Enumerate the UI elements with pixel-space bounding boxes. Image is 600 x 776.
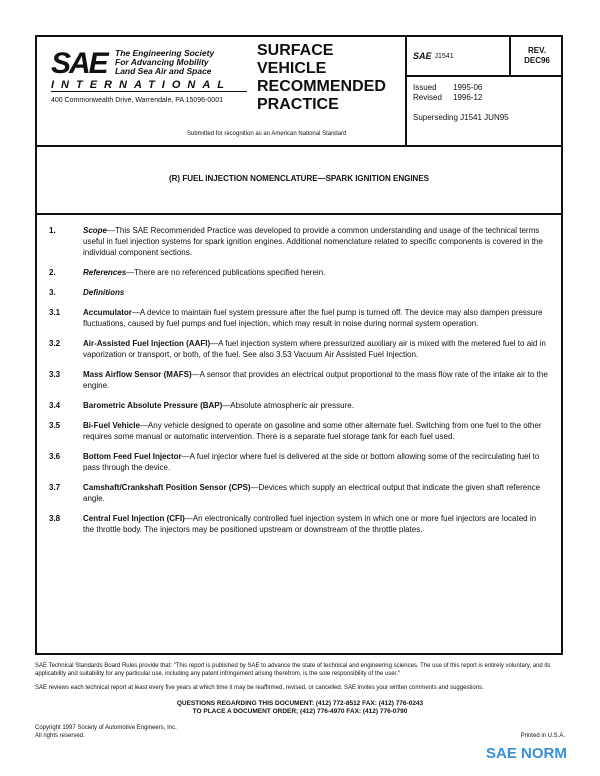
doc-info	[405, 37, 563, 145]
sae-logo-text: SAE	[51, 47, 107, 80]
section-heading: Bottom Feed Fuel Injector	[83, 452, 182, 461]
copyright: Copyright 1997 Society of Automotive Engineers, Inc.	[35, 725, 177, 731]
section	[49, 420, 549, 442]
section-text: —This SAE Recommended Practice was developed to provide a common understanding and usage of the technical terms useful in fuel injection systems for spark ignition engines. Additional nomenclature related to specific components is covered in the individual component sections.	[83, 226, 543, 257]
doc-number: SAE J1541	[407, 37, 511, 75]
section	[49, 400, 549, 411]
section-heading: Barometric Absolute Pressure (BAP)	[83, 401, 223, 410]
section-number: 3.4	[49, 401, 61, 410]
section	[49, 267, 549, 278]
section-number: 1.	[49, 226, 56, 235]
section-text: —A fuel injector where fuel is delivered at the side or bottom allowing some of the recirculating fuel to pass through the device.	[83, 452, 540, 472]
section-number: 3.1	[49, 308, 61, 317]
printed-in: Printed in U.S.A.	[520, 733, 565, 739]
section-heading: Bi-Fuel Vehicle	[83, 421, 140, 430]
section-heading: Central Fuel Injection (CFI)	[83, 514, 185, 523]
rights: All rights reserved.	[35, 733, 85, 739]
section	[49, 482, 549, 504]
section-number: 3.2	[49, 339, 61, 348]
document-frame	[35, 35, 563, 655]
section-heading: Mass Airflow Sensor (MAFS)	[83, 370, 192, 379]
address: 400 Commonwealth Drive, Warrendale, PA 15096-0001	[51, 97, 223, 104]
section-number: 3.5	[49, 421, 61, 430]
section	[49, 369, 549, 391]
section	[49, 225, 549, 258]
section	[49, 451, 549, 473]
section-heading: Definitions	[83, 288, 125, 297]
international-label: INTERNATIONAL	[51, 79, 247, 92]
order-contact: TO PLACE A DOCUMENT ORDER; (412) 776-4970 FAX: (412) 776-0790	[192, 708, 408, 715]
section-heading: Camshaft/Crankshaft Position Sensor (CPS)	[83, 483, 251, 492]
section-text: —There are no referenced publications specified herein.	[126, 268, 326, 277]
section-heading: References	[83, 268, 127, 277]
doc-type: SURFACE VEHICLE RECOMMENDED PRACTICE	[257, 42, 386, 113]
section-number: 3.3	[49, 370, 61, 379]
section	[49, 287, 549, 298]
section-number: 3.8	[49, 514, 61, 523]
rules-note: SAE Technical Standards Board Rules provide that: "This report is published by SAE to advance the state of technical and engineering sciences. The use of this report is entirely voluntary, and its applicability and suitability for any particular use, including any patent infringement arising therefrom, is the sole responsibility of the user."	[35, 663, 551, 677]
document-body	[49, 225, 549, 544]
section-text: —Any vehicle designed to operate on gasoline and some other alternate fuel. Switching from one fuel to the other requires some manual or automatic intervention. There is a separate fuel storage tank for each fuel used.	[83, 421, 542, 441]
superseding: Superseding J1541 JUN95	[413, 113, 509, 122]
section-text: —A fuel injection system where pressurized auxiliary air is mixed with the metered fuel to aid in vaporization or transport, or both, of the fuel. See also 3.53 Vacuum Air Assisted Fuel Injection.	[83, 339, 546, 359]
section-number: 3.6	[49, 452, 61, 461]
revision: REV. DEC96	[524, 46, 550, 65]
section-number: 2.	[49, 268, 56, 277]
section-number: 3.7	[49, 483, 61, 492]
section-heading: Scope	[83, 226, 108, 235]
section-heading: Air-Assisted Fuel Injection (AAFI)	[83, 339, 211, 348]
section-number: 3.	[49, 288, 56, 297]
document-title: (R) FUEL INJECTION NOMENCLATURE—SPARK IGNITION ENGINES	[37, 145, 561, 215]
section-text: —Devices which supply an electrical output that indicate the given shaft reference angle.	[83, 483, 541, 503]
section-heading: Accumulator	[83, 308, 132, 317]
review-note: SAE reviews each technical report at least every five years at which time it may be reaffirmed, revised, or cancelled. SAE invites your written comments and suggestions.	[35, 685, 484, 691]
footer	[35, 662, 565, 740]
section	[49, 338, 549, 360]
section-text: —Absolute atmospheric air pressure.	[222, 401, 354, 410]
section-text: —A device to maintain fuel system pressure after the fuel pump is turned off. The device may also dampen pressure fluctuations, caused by fuel pumps and fuel injection, which may result in noise during normal system operation.	[83, 308, 543, 328]
submitted-note: Submitted for recognition as an American National Standard	[187, 131, 347, 137]
section-text: —An electronically controlled fuel injection system in which one or more fuel injectors are located in the throttle body. The injectors may be positioned upstream or downstream of the throttle plates.	[83, 514, 537, 534]
dates: Issued 1995-06 Revised 1996-12	[413, 83, 483, 102]
sae-norm-watermark: SAE NORM	[486, 745, 567, 762]
tagline: The Engineering Society For Advancing Mobility Land Sea Air and Space	[115, 48, 215, 76]
section	[49, 513, 549, 535]
questions-contact: QUESTIONS REGARDING THIS DOCUMENT: (412) 772-8512 FAX: (412) 776-0243	[176, 700, 424, 707]
header	[37, 37, 561, 147]
section	[49, 307, 549, 329]
section-text: —A sensor that provides an electrical output proportional to the mass flow rate of the intake air to the engine.	[83, 370, 548, 390]
